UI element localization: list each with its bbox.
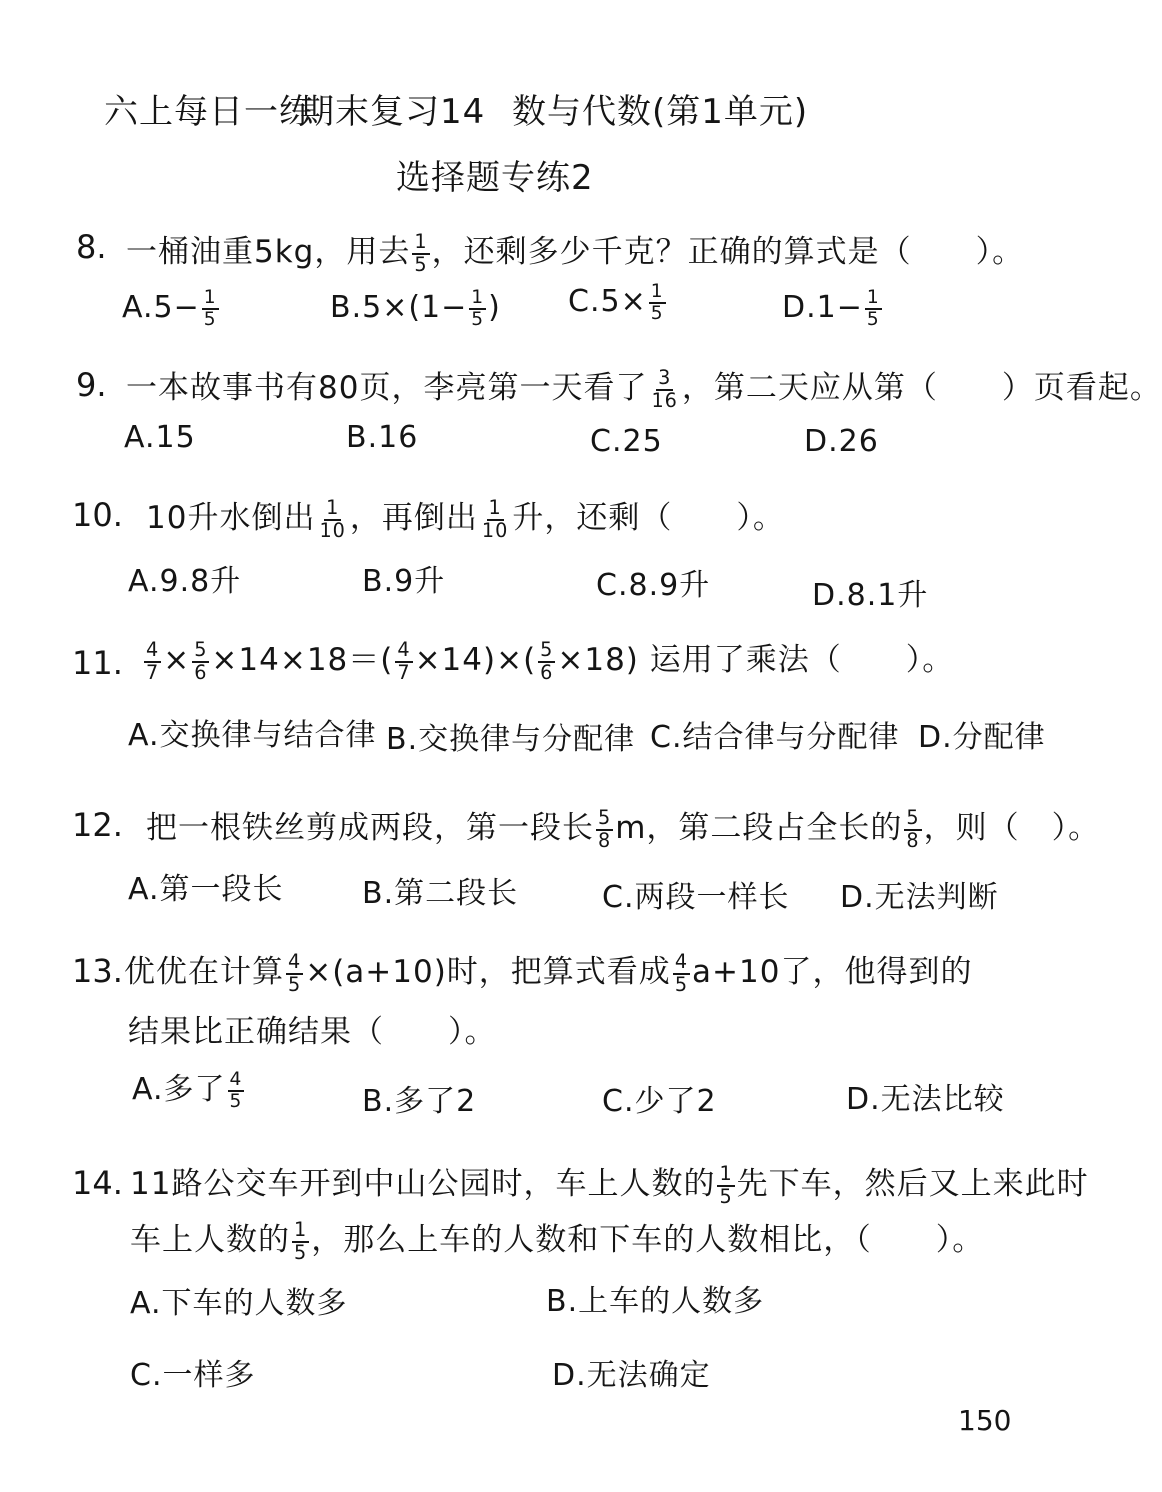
fraction bbox=[144, 640, 161, 682]
fraction bbox=[538, 640, 555, 682]
fraction bbox=[412, 232, 429, 274]
question-8-option-c[interactable] bbox=[568, 282, 668, 323]
option-label: C. bbox=[568, 284, 601, 320]
question-14-option-c[interactable] bbox=[130, 1350, 255, 1394]
option-label: A. bbox=[128, 872, 160, 907]
fraction-denominator: 10 bbox=[319, 518, 346, 542]
fraction-denominator: 8 bbox=[906, 828, 920, 852]
text-segment: ×18) 运用了乘法（ ）。 bbox=[557, 642, 955, 678]
fraction-denominator: 5 bbox=[229, 1090, 243, 1112]
fraction-numerator: 5 bbox=[540, 638, 554, 662]
text-segment: 结合律与分配律 bbox=[682, 720, 900, 755]
text-segment: 无法比较 bbox=[880, 1082, 1005, 1117]
fraction-denominator: 6 bbox=[194, 660, 208, 684]
question-13-option-b[interactable] bbox=[362, 1076, 476, 1120]
fraction-numerator: 1 bbox=[471, 287, 485, 308]
text-segment: 分配律 bbox=[952, 720, 1046, 755]
fraction-numerator: 1 bbox=[326, 496, 340, 520]
fraction bbox=[649, 368, 679, 410]
text-segment: 把一根铁丝剪成两段，第一段长 bbox=[146, 810, 594, 846]
question-9-number: 9. bbox=[76, 366, 107, 404]
question-11-number: 11. bbox=[72, 644, 123, 682]
text-segment: 5×(1− bbox=[362, 290, 468, 326]
text-segment: 1− bbox=[816, 290, 863, 326]
option-label: B. bbox=[546, 1284, 579, 1319]
text-segment: 一本故事书有80页，李亮第一天看了 bbox=[126, 370, 648, 406]
question-9-option-c[interactable] bbox=[590, 424, 663, 459]
option-label: B. bbox=[346, 420, 379, 455]
text-segment: 10升水倒出 bbox=[146, 500, 316, 536]
text-segment: ) bbox=[488, 290, 501, 326]
question-11-option-a[interactable] bbox=[128, 710, 377, 754]
question-8-number: 8. bbox=[76, 228, 107, 266]
fraction-denominator: 7 bbox=[397, 660, 411, 684]
option-label: D. bbox=[846, 1082, 881, 1117]
fraction bbox=[228, 1070, 245, 1111]
question-8-option-d[interactable] bbox=[782, 288, 884, 329]
question-14-option-a[interactable] bbox=[130, 1278, 348, 1322]
fraction-denominator: 5 bbox=[203, 308, 217, 330]
option-label: B. bbox=[386, 722, 419, 757]
fraction-denominator: 5 bbox=[719, 1184, 733, 1208]
question-13-number: 13. bbox=[72, 952, 123, 990]
fraction-denominator: 5 bbox=[288, 972, 302, 996]
question-12-option-a[interactable] bbox=[128, 864, 284, 908]
text-segment: ×14)×( bbox=[414, 642, 537, 678]
fraction-numerator: 4 bbox=[146, 638, 160, 662]
text-segment: 11路公交车开到中山公园时，车上人数的 bbox=[130, 1166, 716, 1202]
question-11-option-b[interactable] bbox=[386, 714, 635, 758]
text-segment: 9升 bbox=[394, 564, 446, 599]
text-segment: 交换律与结合律 bbox=[159, 718, 377, 753]
fraction-numerator: 3 bbox=[658, 366, 672, 390]
option-label: D. bbox=[804, 424, 839, 459]
option-label: A. bbox=[128, 564, 160, 599]
question-14-text-line2 bbox=[130, 1214, 984, 1263]
question-8-option-a[interactable] bbox=[122, 288, 221, 329]
question-12-option-c[interactable] bbox=[602, 872, 789, 916]
question-13-option-c[interactable] bbox=[602, 1076, 717, 1120]
question-9-option-a[interactable] bbox=[124, 420, 196, 455]
text-segment: ，还剩多少千克？正确的算式是（ ）。 bbox=[431, 234, 1025, 270]
fraction bbox=[192, 640, 209, 682]
question-10-option-d[interactable] bbox=[812, 570, 928, 614]
fraction-numerator: 4 bbox=[674, 950, 689, 974]
fraction-denominator: 8 bbox=[598, 828, 612, 852]
fraction-numerator: 1 bbox=[488, 496, 502, 520]
question-13-text-line2 bbox=[128, 1006, 497, 1051]
option-label: A. bbox=[128, 718, 160, 753]
question-13-option-d[interactable] bbox=[846, 1074, 1005, 1118]
option-label: D. bbox=[918, 720, 953, 755]
option-label: C. bbox=[650, 720, 683, 755]
question-12-option-d[interactable] bbox=[840, 872, 999, 916]
fraction-denominator: 16 bbox=[651, 388, 678, 412]
fraction bbox=[673, 952, 690, 994]
text-segment: 8.1升 bbox=[846, 578, 929, 613]
question-10-number: 10. bbox=[72, 496, 123, 534]
option-label: B. bbox=[362, 1084, 395, 1119]
text-segment: 一桶油重5kg，用去 bbox=[126, 234, 411, 270]
fraction-numerator: 1 bbox=[866, 287, 880, 308]
title-left: 六上每日一练 bbox=[104, 92, 314, 132]
text-segment: ，那么上车的人数和下车的人数相比，（ ）。 bbox=[311, 1222, 985, 1258]
fraction bbox=[395, 640, 412, 682]
question-10-option-c[interactable] bbox=[596, 560, 710, 604]
text-segment: 9.8升 bbox=[159, 564, 242, 599]
fraction-denominator: 5 bbox=[414, 252, 428, 276]
text-segment: m，第二段占全长的 bbox=[615, 810, 903, 846]
fraction-numerator: 1 bbox=[719, 1162, 733, 1186]
text-segment: 无法判断 bbox=[874, 880, 999, 915]
page-number: 150 bbox=[958, 1404, 1012, 1437]
text-segment: 先下车，然后又上来此时 bbox=[736, 1166, 1089, 1202]
fraction bbox=[596, 808, 613, 850]
question-9-text bbox=[126, 362, 1162, 411]
question-13-text-line1 bbox=[124, 946, 972, 995]
fraction-numerator: 5 bbox=[194, 638, 208, 662]
fraction-denominator: 5 bbox=[674, 972, 689, 996]
option-label: B. bbox=[362, 564, 395, 599]
question-11-option-d[interactable] bbox=[918, 712, 1046, 756]
question-12-text bbox=[146, 802, 1100, 851]
question-9-option-b[interactable] bbox=[346, 420, 418, 455]
text-segment: 少了2 bbox=[634, 1084, 717, 1119]
option-label: D. bbox=[552, 1358, 587, 1393]
fraction-denominator: 5 bbox=[866, 308, 880, 330]
option-label: D. bbox=[840, 880, 875, 915]
option-label: B. bbox=[330, 290, 363, 326]
fraction-numerator: 4 bbox=[229, 1068, 243, 1090]
text-segment: 25 bbox=[622, 424, 663, 459]
fraction-numerator: 5 bbox=[906, 806, 920, 830]
fraction bbox=[202, 288, 219, 329]
option-label: A. bbox=[124, 420, 156, 455]
fraction-numerator: 4 bbox=[397, 638, 411, 662]
text-segment: 交换律与分配律 bbox=[418, 722, 636, 757]
option-label: D. bbox=[782, 290, 817, 326]
fraction bbox=[480, 498, 510, 540]
option-label: C. bbox=[590, 424, 623, 459]
subtitle: 选择题专练2 bbox=[396, 158, 594, 198]
text-segment: 多了 bbox=[163, 1072, 226, 1107]
question-8-text bbox=[126, 226, 1024, 275]
text-segment: 5× bbox=[600, 284, 647, 320]
option-label: B. bbox=[362, 876, 395, 911]
title-right: 数与代数(第1单元) bbox=[512, 92, 809, 132]
text-segment: 车上人数的 bbox=[130, 1222, 290, 1258]
option-label: A. bbox=[122, 290, 154, 326]
option-label: A. bbox=[130, 1286, 162, 1321]
question-14-text-line1 bbox=[130, 1158, 1089, 1207]
text-segment: ，则（ ）。 bbox=[923, 810, 1101, 846]
text-segment: 26 bbox=[838, 424, 879, 459]
question-10-text bbox=[146, 492, 785, 541]
question-9-option-d[interactable] bbox=[804, 424, 879, 459]
question-10-option-b[interactable] bbox=[362, 556, 445, 600]
option-label: C. bbox=[596, 568, 629, 603]
text-segment: 15 bbox=[155, 420, 196, 455]
text-segment: ×14×18＝( bbox=[211, 642, 394, 678]
question-14-option-b[interactable] bbox=[546, 1276, 764, 1320]
text-segment: 下车的人数多 bbox=[161, 1286, 348, 1321]
fraction-numerator: 1 bbox=[414, 230, 428, 254]
fraction-denominator: 7 bbox=[146, 660, 160, 684]
text-segment: 升，还剩（ ）。 bbox=[512, 500, 785, 536]
option-label: D. bbox=[812, 578, 847, 613]
text-segment: 优优在计算 bbox=[124, 954, 284, 990]
text-segment: 16 bbox=[378, 420, 419, 455]
fraction bbox=[292, 1220, 309, 1262]
fraction-numerator: 1 bbox=[650, 281, 664, 302]
fraction-numerator: 5 bbox=[598, 806, 612, 830]
option-label: C. bbox=[602, 880, 635, 915]
text-segment: 上车的人数多 bbox=[578, 1284, 765, 1319]
title-mid: 期末复习14 bbox=[300, 92, 486, 132]
question-10-option-a[interactable] bbox=[128, 556, 241, 600]
text-segment: 两段一样长 bbox=[634, 880, 790, 915]
question-11-text bbox=[142, 634, 954, 683]
text-segment: ，第二天应从第（ ）页看起。 bbox=[681, 370, 1162, 406]
text-segment: × bbox=[163, 642, 191, 678]
question-14-number: 14. bbox=[72, 1164, 123, 1202]
question-12-option-b[interactable] bbox=[362, 868, 518, 912]
text-segment: 无法确定 bbox=[586, 1358, 711, 1393]
option-label: C. bbox=[602, 1084, 635, 1119]
fraction bbox=[286, 952, 303, 994]
question-13-option-a[interactable] bbox=[132, 1064, 246, 1111]
text-segment: 第二段长 bbox=[394, 876, 519, 911]
fraction-denominator: 5 bbox=[294, 1240, 308, 1264]
text-segment: ×(a+10)时，把算式看成 bbox=[305, 954, 671, 990]
text-segment: 5− bbox=[153, 290, 200, 326]
question-12-number: 12. bbox=[72, 806, 123, 844]
question-11-option-c[interactable] bbox=[650, 712, 899, 756]
fraction bbox=[649, 282, 666, 323]
fraction bbox=[904, 808, 921, 850]
fraction bbox=[717, 1164, 734, 1206]
option-label: C. bbox=[130, 1358, 163, 1393]
text-segment: 一样多 bbox=[162, 1358, 256, 1393]
option-label: A. bbox=[132, 1072, 164, 1107]
text-segment: 结果比正确结果（ ）。 bbox=[128, 1014, 497, 1050]
text-segment: a+10了，他得到的 bbox=[692, 954, 973, 990]
fraction-numerator: 1 bbox=[203, 287, 217, 308]
fraction-denominator: 5 bbox=[471, 308, 485, 330]
fraction-denominator: 6 bbox=[540, 660, 554, 684]
text-segment: ，再倒出 bbox=[349, 500, 478, 536]
fraction-denominator: 10 bbox=[481, 518, 509, 542]
fraction-denominator: 5 bbox=[650, 302, 664, 324]
question-14-option-d[interactable] bbox=[552, 1350, 711, 1394]
fraction bbox=[469, 288, 486, 329]
fraction bbox=[865, 288, 882, 329]
fraction bbox=[317, 498, 347, 540]
fraction-numerator: 4 bbox=[288, 950, 302, 974]
question-8-option-b[interactable] bbox=[330, 288, 501, 329]
text-segment: 多了2 bbox=[394, 1084, 477, 1119]
text-segment: 第一段长 bbox=[159, 872, 284, 907]
fraction-numerator: 1 bbox=[294, 1218, 308, 1242]
text-segment: 8.9升 bbox=[628, 568, 711, 603]
